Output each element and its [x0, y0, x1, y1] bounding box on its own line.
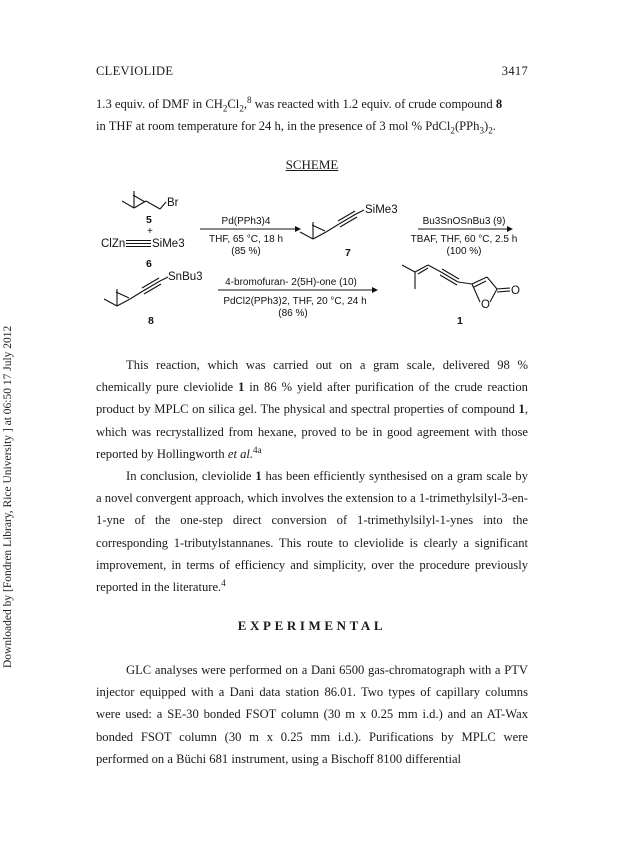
- compound-8-stannyl: SnBu3: [168, 271, 203, 283]
- step3-reagent: 4-bromofuran- 2(5H)-one (10): [225, 277, 357, 288]
- step3-yield: (86 %): [278, 308, 308, 319]
- download-stamp: Downloaded by [Fondren Library, Rice University ] at 06:50 17 July 2012: [2, 325, 14, 668]
- compound-7-structure: [300, 210, 364, 239]
- page-number: 3417: [501, 64, 528, 78]
- cleviolide-structure: [402, 265, 510, 302]
- compound-6-triple-bond: [126, 241, 151, 247]
- compound-5-structure: [122, 191, 166, 209]
- intro-paragraph: 1.3 equiv. of DMF in $CH_2Cl_2,^8$ was reacted with 1.2 equiv. of crude compound 8 in THF at room temperature for 24 h, in the presence of 3 mol % $PdCl_2(PPh_3)_2$.: [96, 94, 503, 136]
- compound-7-number: 7: [345, 247, 351, 259]
- step1-reagent: Pd(PPh3)4: [221, 216, 271, 227]
- running-title: CLEVIOLIDE: [96, 64, 174, 78]
- step3-conditions: PdCl2(PPh3)2, THF, 20 °C, 24 h: [223, 296, 367, 307]
- compound-6-zinc: ClZn: [101, 238, 126, 250]
- step1-conditions: THF, 65 °C, 18 h: [208, 234, 284, 245]
- results-paragraph: This reaction, which was carried out on a gram scale, delivered 98 % chemically pure cleviolide 1 in 86 % yield after purification of the crude reaction product by MPLC on silica gel. The physical and spectral properties of compound 1, which was recrystallized from hexane, proved to be in good agreement with those reported by Hollingworth et al.$^{4a}$: [96, 358, 528, 461]
- compound-6-silyl: SiMe3: [152, 238, 185, 250]
- step2-yield: (100 %): [446, 246, 482, 257]
- plus-sign: +: [147, 226, 153, 237]
- step2-conditions: TBAF, THF, 60 °C, 2.5 h: [410, 234, 518, 245]
- step2-reagent: Bu3SnOSnBu3 (9): [422, 216, 506, 227]
- compound-6-number: 6: [146, 258, 152, 270]
- bromo-label: Br: [167, 197, 179, 209]
- step1-arrow-head: [295, 226, 301, 232]
- compound-7-silyl: SiMe3: [365, 204, 398, 216]
- experimental-heading: EXPERIMENTAL: [237, 618, 387, 633]
- reaction-scheme: [0, 180, 624, 345]
- compound-8-number: 8: [148, 315, 154, 327]
- carbonyl-oxygen: O: [511, 285, 520, 297]
- compound-8-structure: [104, 277, 168, 306]
- ring-oxygen: O: [481, 299, 490, 311]
- step3-arrow-head: [372, 287, 378, 293]
- compound-5-number: 5: [146, 214, 152, 226]
- step2-arrow-head: [507, 226, 513, 232]
- experimental-paragraph: GLC analyses were performed on a Dani 6500 gas-chromatograph with a PTV injector equipped with a Dani data station 86.01. Two types of capillary columns were used: a SE-30 bonded FSOT column (30 m x 0.25 mm i.d.) and an AT-Wax bonded FSOT column (30 m x 0.25 mm i.d.). Purifications by MPLC were performed on a Büchi 681 instrument, using a Bischoff 8100 differential: [96, 663, 528, 766]
- conclusion-paragraph: In conclusion, cleviolide 1 has been efficiently synthesised on a gram scale by a novel convergent approach, which involves the extension to a 1-trimethylsilyl-3-en-1-yne of the one-step direct conversion of 1-trimethylsilyl-1-ynes into the corresponding 1-tributylstannanes. This route to cleviolide is clearly a significant improvement, in terms of efficiency and simplicity, over the procedure previously reported in the literature.$^4$: [96, 469, 528, 595]
- running-header: [96, 64, 528, 79]
- compound-1-number: 1: [457, 315, 463, 327]
- scheme-label: SCHEME: [285, 157, 339, 172]
- step1-yield: (85 %): [231, 246, 261, 257]
